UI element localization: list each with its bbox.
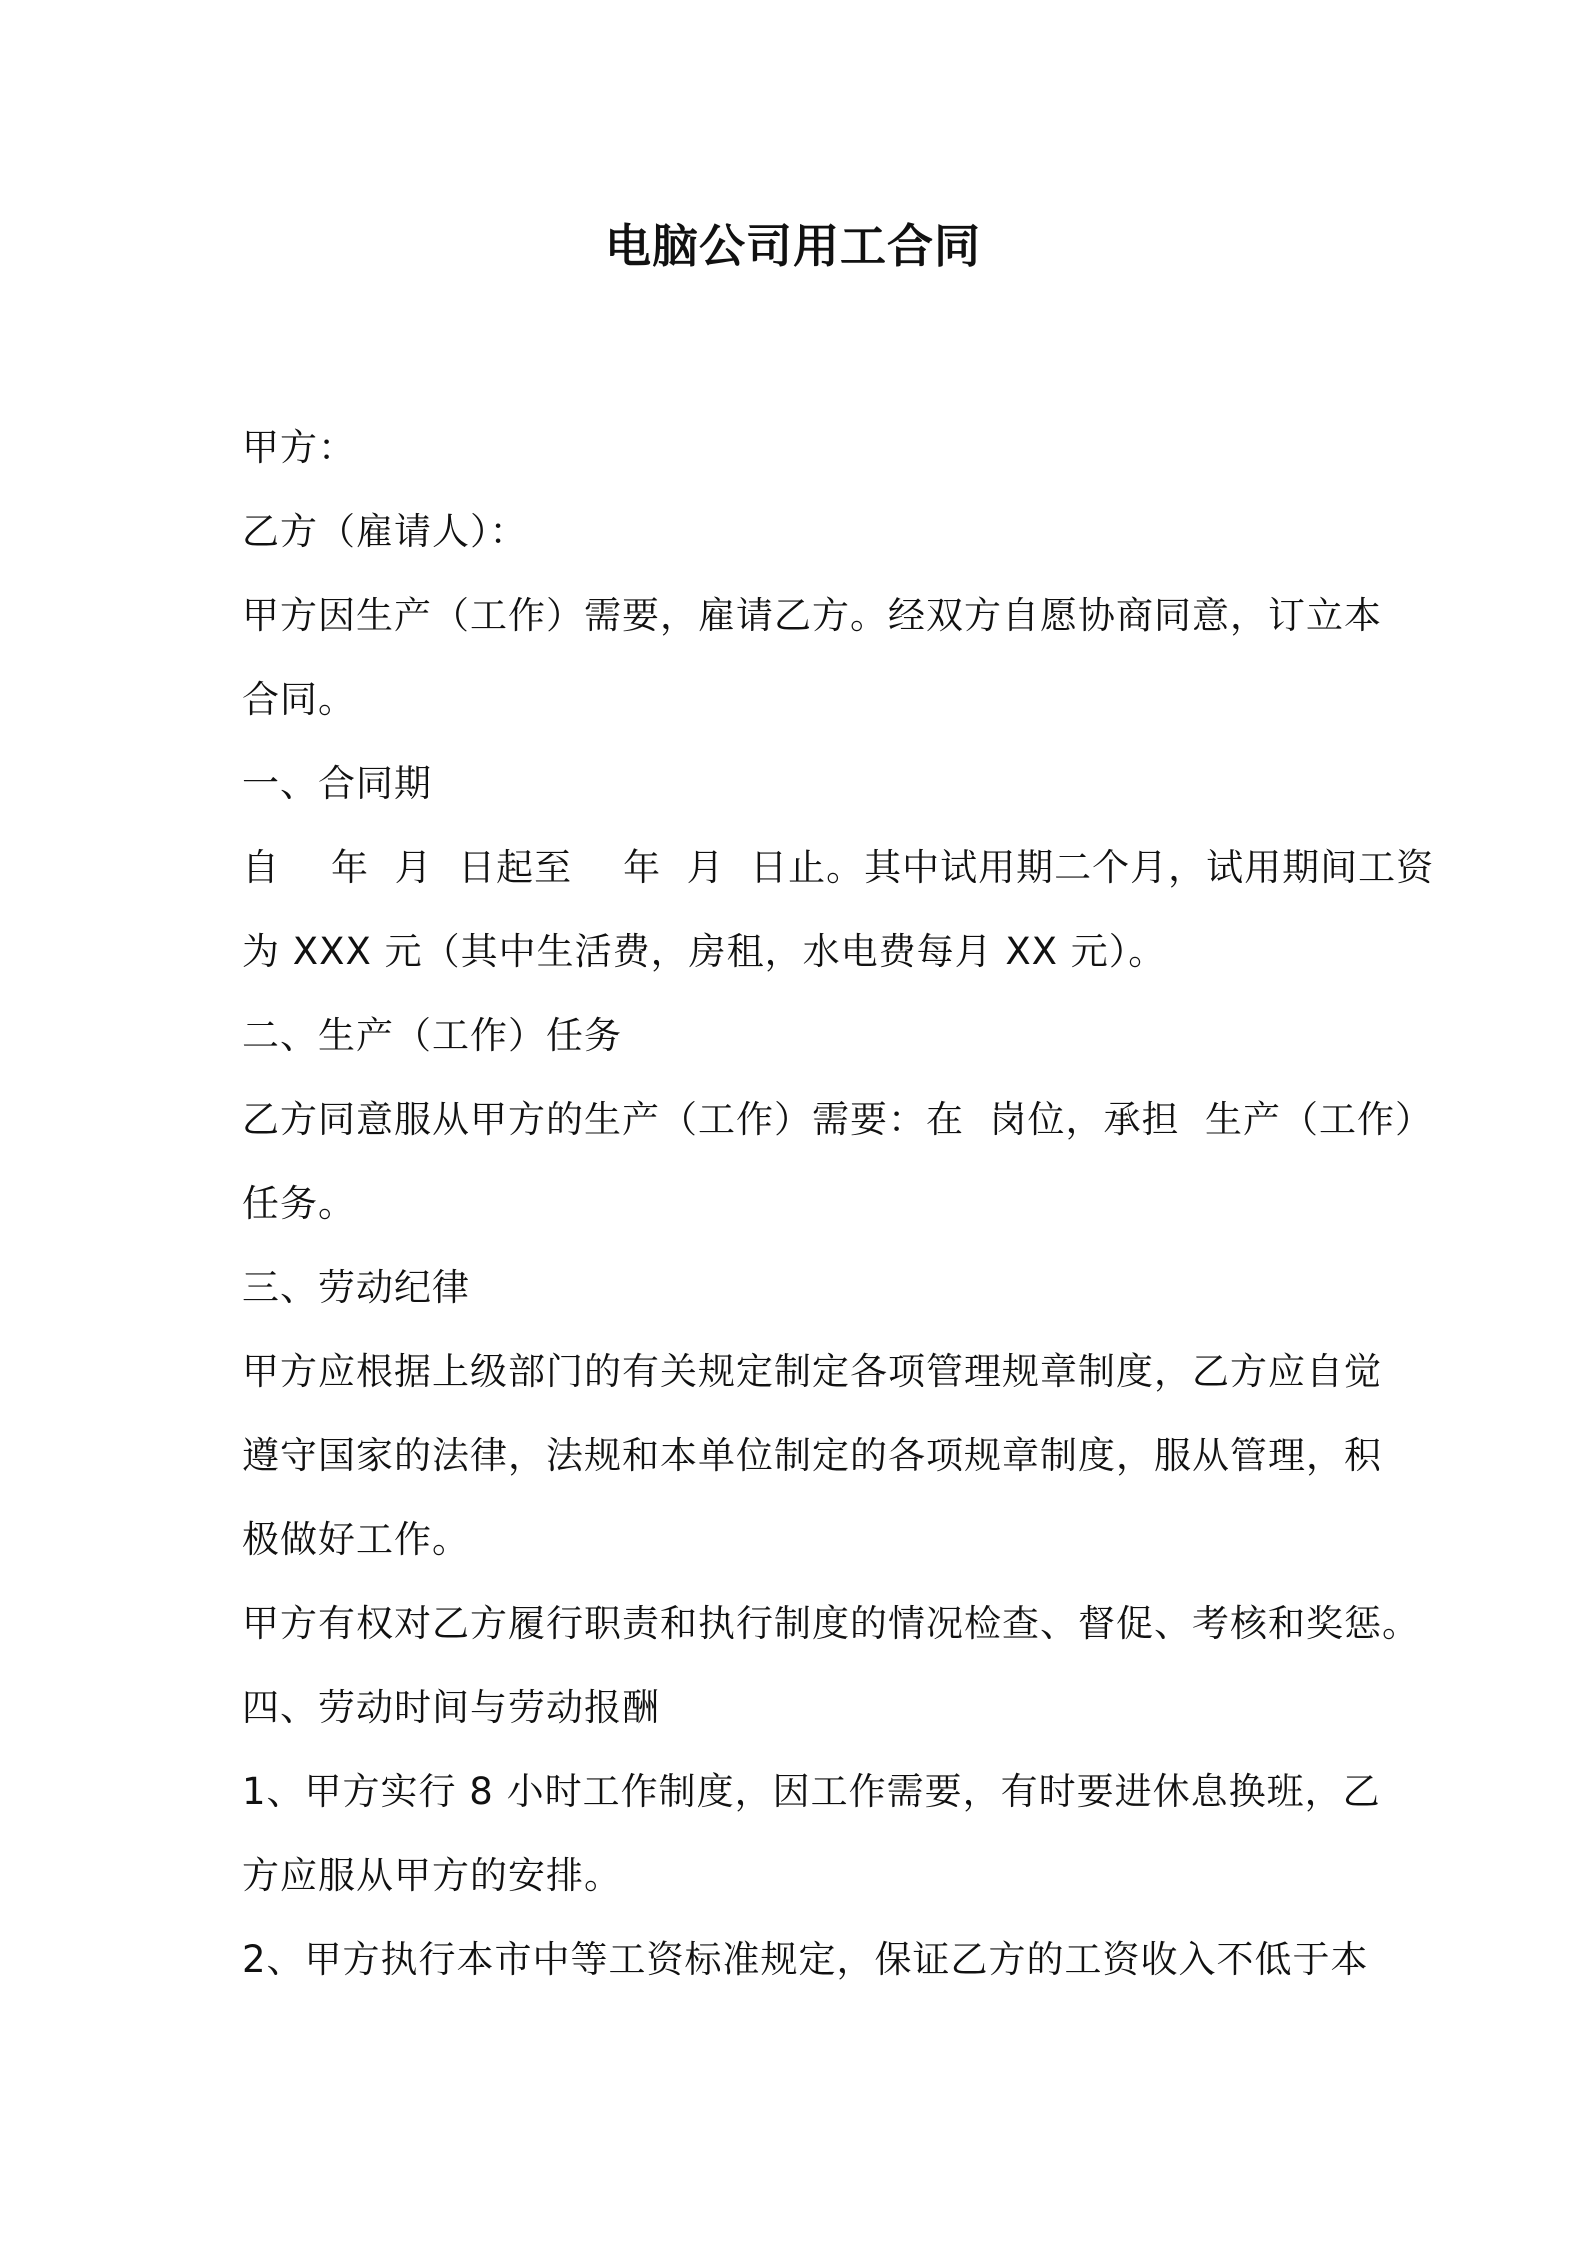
tasks-line-2: 任务。	[242, 1182, 356, 1225]
document-body	[242, 406, 1435, 2002]
section-heading-term: 一、合同期	[242, 762, 432, 805]
preamble-line-2: 合同。	[242, 678, 356, 721]
hours-pay-line-3: 2、甲方执行本市中等工资标准规定，保证乙方的工资收入不低于本	[242, 1938, 1369, 1981]
discipline-line-2: 遵守国家的法律，法规和本单位制定的各项规章制度，服从管理，积	[242, 1434, 1382, 1477]
term-line-1: 自 年 月 日起至 年 月 日止。其中试用期二个月，试用期间工资	[242, 846, 1435, 889]
section-heading-discipline: 三、劳动纪律	[242, 1266, 470, 1309]
discipline-line-3: 极做好工作。	[242, 1518, 470, 1561]
party-b-line: 乙方（雇请人）：	[242, 510, 528, 553]
discipline-line-1: 甲方应根据上级部门的有关规定制定各项管理规章制度，乙方应自觉	[242, 1350, 1382, 1393]
tasks-line-1: 乙方同意服从甲方的生产（工作）需要：在 岗位，承担 生产（工作）	[242, 1098, 1434, 1141]
preamble-line-1: 甲方因生产（工作）需要，雇请乙方。经双方自愿协商同意，订立本	[242, 594, 1382, 637]
section-heading-hours-pay: 四、劳动时间与劳动报酬	[242, 1686, 660, 1729]
party-a-line: 甲方：	[242, 426, 356, 469]
hours-pay-line-2: 方应服从甲方的安排。	[242, 1854, 622, 1897]
term-line-2: 为 XXX 元（其中生活费，房租，水电费每月 XX 元）。	[242, 930, 1167, 973]
hours-pay-line-1: 1、甲方实行 8 小时工作制度，因工作需要，有时要进休息换班，乙	[242, 1770, 1381, 1813]
document-title: 电脑公司用工合同	[605, 219, 981, 273]
section-heading-tasks: 二、生产（工作）任务	[242, 1014, 622, 1057]
discipline-line-4: 甲方有权对乙方履行职责和执行制度的情况检查、督促、考核和奖惩。	[242, 1602, 1420, 1645]
